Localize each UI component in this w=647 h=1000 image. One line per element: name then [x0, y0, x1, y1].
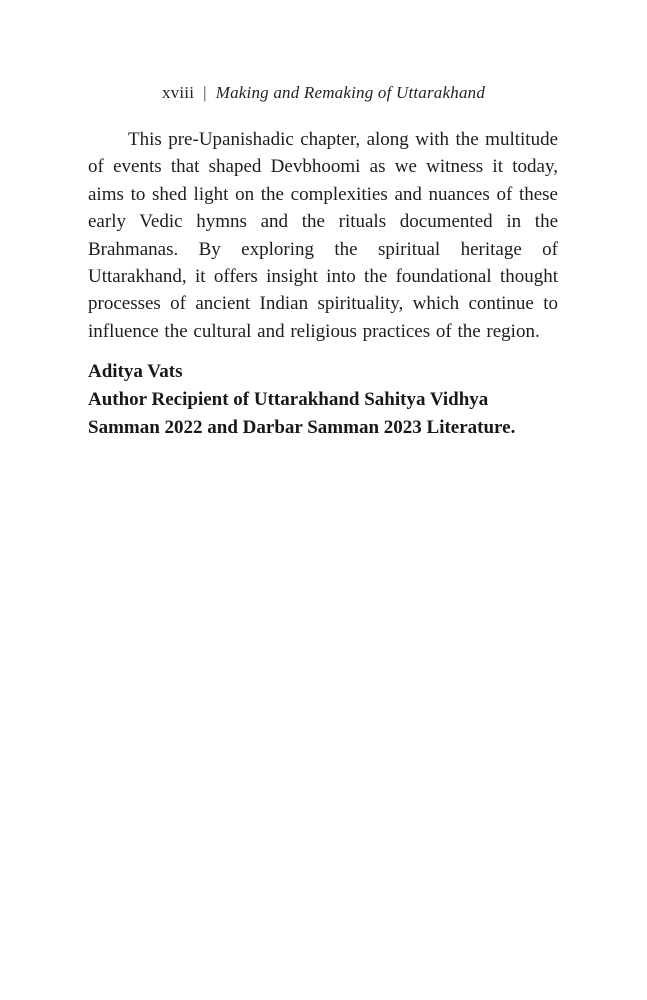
running-header — [0, 83, 647, 103]
author-credentials: Author Recipient of Uttarakhand Sahitya Vidhya Samman 2022 and Darbar Samman 2023 Literature. — [88, 389, 516, 439]
body-paragraph: This pre-Upanishadic chapter, along with the multitude of events that shaped Devbhoomi as we witness it today, aims to shed light on the complexities and nuances of these early Vedic hymns and the rituals documented in the Brahmanas. By exploring the spiritual heritage of Uttarakhand, it offers insight into the foundational thought processes of ancient Indian spirituality, which continue to influence the cultural and religious practices of the region. — [88, 129, 558, 342]
book-title: Making and Remaking of Uttarakhand — [215, 83, 486, 102]
page-number: xviii — [161, 83, 195, 102]
author-signature-block — [88, 358, 558, 442]
author-name: Aditya Vats — [88, 361, 183, 383]
header-separator: | — [203, 83, 207, 102]
page-content — [88, 126, 558, 442]
